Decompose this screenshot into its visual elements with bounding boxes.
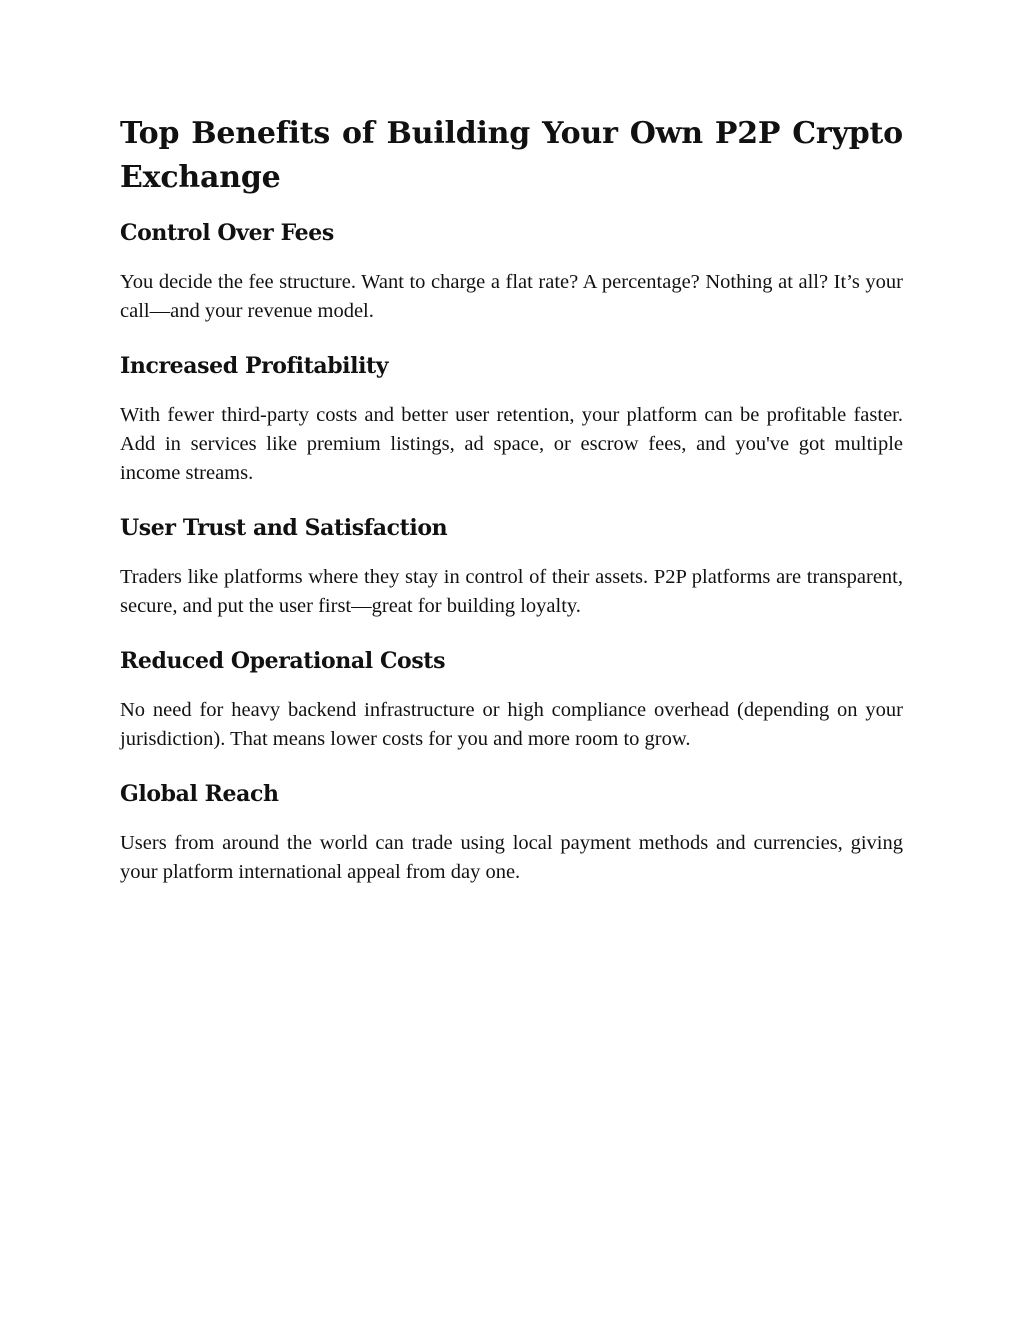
section-body: Users from around the world can trade using local payment methods and currencies, giving your platform international appeal from day one. <box>120 832 903 883</box>
section-heading: Reduced Operational Costs <box>120 648 446 674</box>
section-user-trust <box>120 513 903 621</box>
section-control-over-fees <box>120 218 903 326</box>
section-global-reach <box>120 779 903 887</box>
section-body: No need for heavy backend infrastructure or high compliance overhead (depending on your jurisdiction). That means lower costs for you and more room to grow. <box>120 699 903 750</box>
section-increased-profitability <box>120 351 903 488</box>
section-heading: User Trust and Satisfaction <box>120 515 448 541</box>
section-reduced-operational-costs <box>120 646 903 754</box>
section-heading: Global Reach <box>120 781 279 807</box>
section-body: With fewer third-party costs and better user retention, your platform can be profitable faster. Add in services like premium listings, ad space, or escrow fees, and you've got multiple income streams. <box>120 404 903 484</box>
section-body: Traders like platforms where they stay in control of their assets. P2P platforms are transparent, secure, and put the user first—great for building loyalty. <box>120 566 903 617</box>
section-body: You decide the fee structure. Want to charge a flat rate? A percentage? Nothing at all? It’s your call—and your revenue model. <box>120 271 903 322</box>
section-heading: Control Over Fees <box>120 220 334 246</box>
document-page <box>120 112 903 912</box>
document-title: Top Benefits of Building Your Own P2P Crypto Exchange <box>120 116 903 195</box>
section-heading: Increased Profitability <box>120 353 389 379</box>
